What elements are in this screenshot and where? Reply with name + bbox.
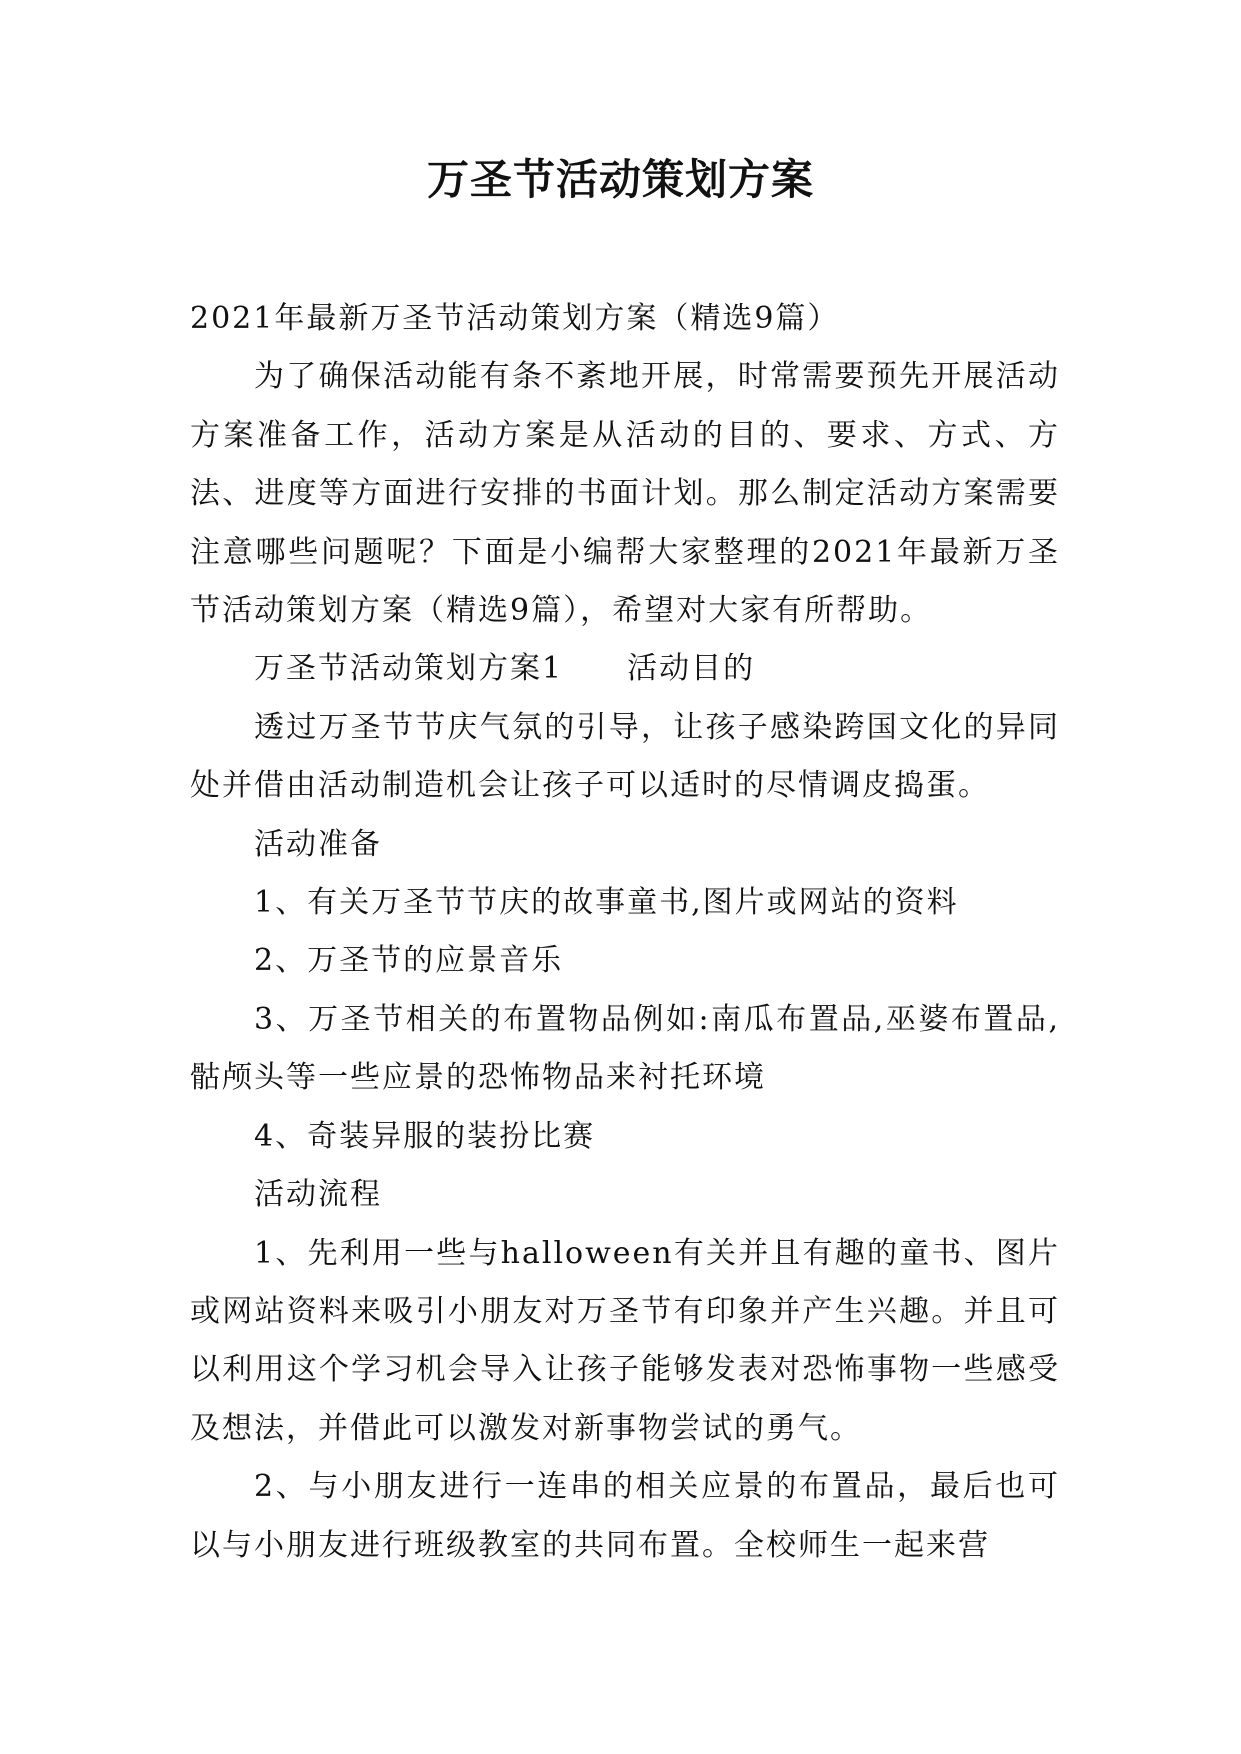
prep-heading: 活动准备 <box>254 826 382 862</box>
document-subtitle: 2021年最新万圣节活动策划方案（精选9篇） <box>190 301 840 336</box>
document-body <box>190 290 1060 1575</box>
section1-heading: 万圣节活动策划方案1 <box>254 651 564 687</box>
prep-item: 3、万圣节相关的布置物品例如:南瓜布置品,巫婆布置品,骷颅头等一些应景的恐怖物品来衬托环境 <box>190 1001 1060 1096</box>
flow-heading: 活动流程 <box>254 1177 382 1213</box>
prep-item: 4、奇装异服的装扮比赛 <box>254 1118 596 1154</box>
intro-paragraph: 为了确保活动能有条不紊地开展，时常需要预先开展活动方案准备工作，活动方案是从活动的目的、要求、方式、方法、进度等方面进行安排的书面计划。那么制定活动方案需要注意哪些问题呢？下面是小编帮大家整理的2021年最新万圣节活动策划方案（精选9篇），希望对大家有所帮助。 <box>190 359 1060 629</box>
flow-item: 2、与小朋友进行一连串的相关应景的布置品，最后也可以与小朋友进行班级教室的共同布置。全校师生一起来营 <box>190 1469 1060 1563</box>
document-title: 万圣节活动策划方案 <box>426 155 814 204</box>
goal-heading: 活动目的 <box>627 651 756 687</box>
prep-item: 1、有关万圣节节庆的故事童书,图片或网站的资料 <box>254 885 959 921</box>
goal-paragraph: 透过万圣节节庆气氛的引导，让孩子感染跨国文化的异同处并借由活动制造机会让孩子可以适时的尽情调皮捣蛋。 <box>190 709 1060 804</box>
prep-item: 2、万圣节的应景音乐 <box>254 943 564 979</box>
section-heading-line <box>190 640 1060 698</box>
flow-item: 1、先利用一些与halloween有关并且有趣的童书、图片或网站资料来吸引小朋友对万圣节有印象并产生兴趣。并且可以利用这个学习机会导入让孩子能够发表对恐怖事物一些感受及想法，并借此可以激发对新事物尝试的勇气。 <box>190 1235 1060 1446</box>
